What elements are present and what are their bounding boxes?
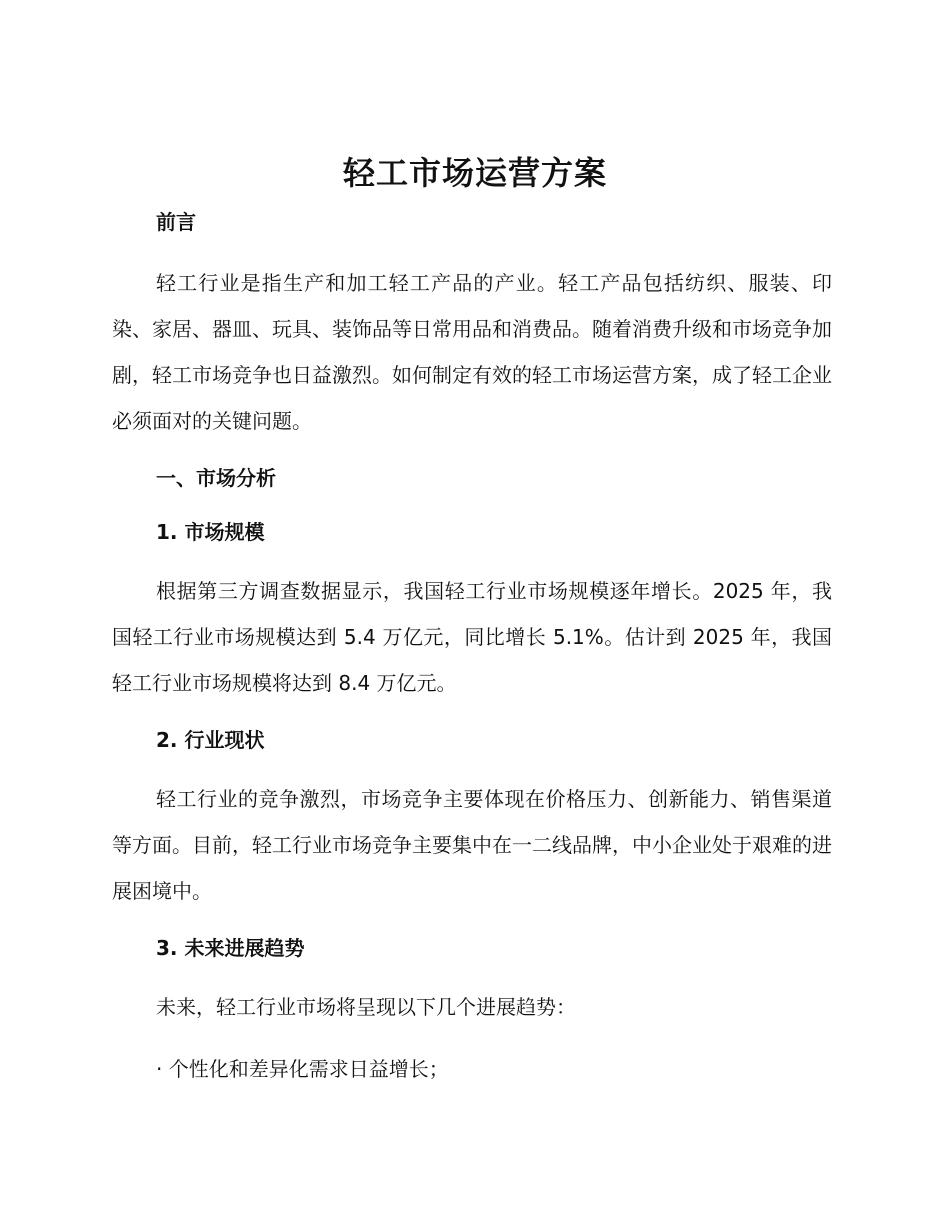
document-body xyxy=(112,204,832,1092)
subsection-industry-status-heading: 2. 行业现状 xyxy=(156,728,265,752)
future-trends-paragraph: 未来，轻工行业市场将呈现以下几个进展趋势： xyxy=(156,995,576,1019)
document-title: 轻工市场运营方案 xyxy=(342,154,607,192)
preface-paragraph: 轻工行业是指生产和加工轻工产品的产业。轻工产品包括纺织、服装、印染、家居、器皿、玩具、装饰品等日常用品和消费品。随着消费升级和市场竞争加剧，轻工市场竞争也日益激烈。如何制定有效的轻工市场运营方案，成了轻工企业必须面对的关键问题。 xyxy=(112,271,832,433)
market-size-paragraph: 根据第三方调查数据显示，我国轻工行业市场规模逐年增长。2025 年，我国轻工行业市场规模达到 5.4 万亿元，同比增长 5.1%。估计到 2025 年，我国轻工行业市场规模将达到 8.4 万亿元。 xyxy=(112,579,832,695)
bullet-item: · 个性化和差异化需求日益增长； xyxy=(156,1057,449,1081)
subsection-future-trends-heading: 3. 未来进展趋势 xyxy=(156,936,305,960)
section-market-analysis-heading: 一、市场分析 xyxy=(156,466,276,490)
preface-heading: 前言 xyxy=(156,210,196,234)
industry-status-paragraph: 轻工行业的竞争激烈，市场竞争主要体现在价格压力、创新能力、销售渠道等方面。目前，轻工行业市场竞争主要集中在一二线品牌，中小企业处于艰难的进展困境中。 xyxy=(112,787,832,903)
subsection-market-size-heading: 1. 市场规模 xyxy=(156,520,265,544)
